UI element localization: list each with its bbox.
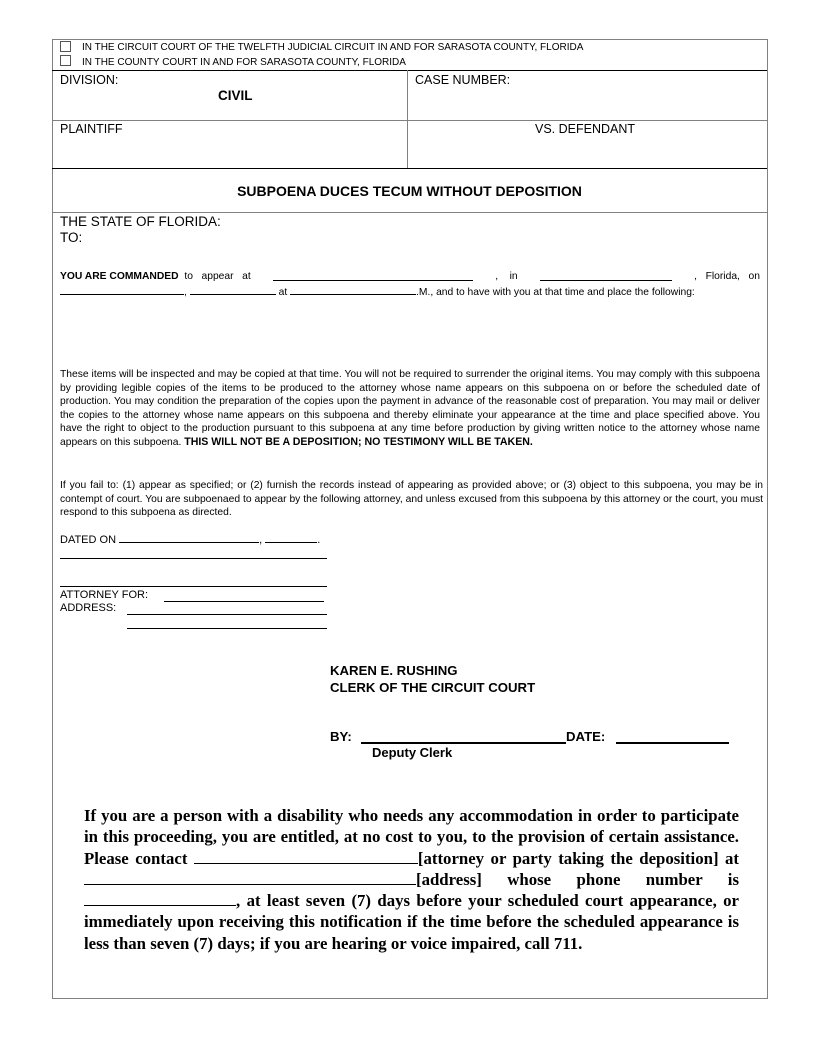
divider [52,168,767,169]
command-paragraph: YOU ARE COMMANDED to appear at , in , Florida, on , at .M., and to have with you at that time and place the following: [60,271,760,298]
ada-phone-blank[interactable] [84,891,236,906]
attorney-for-label: ATTORNEY FOR: [60,589,149,601]
county-court-checkbox[interactable] [60,55,71,66]
date-label: DATE: [566,729,606,744]
case-number-label: CASE NUMBER: [415,73,511,87]
address-line-2[interactable] [127,628,327,629]
dated-on-date-blank[interactable] [119,533,259,543]
defendant-field[interactable] [415,138,755,164]
commanded-lead: YOU ARE COMMANDED [60,271,179,282]
plaintiff-label: PLAINTIFF [60,122,123,136]
defendant-label: VS. DEFENDANT [535,122,636,136]
case-number-field[interactable] [415,90,755,114]
address-line-1[interactable] [127,614,327,615]
circuit-court-checkbox[interactable] [60,41,71,52]
plaintiff-field[interactable] [60,138,400,164]
failure-paragraph: If you fail to: (1) appear as specified; or (2) furnish the records instead of appearing as provided above; or (3) object to this subpoena, you may be in contempt of court. You are subpoenaed to appear by the following attorney, and unless excused from this subpoena by this attorney or the court, you must respond to this subpoena as directed. [60,480,763,519]
items-to-produce-field[interactable] [60,302,760,362]
address-label: ADDRESS: [60,602,117,614]
deputy-clerk-label: Deputy Clerk [372,745,453,760]
column-divider [407,70,408,168]
dated-on-label: DATED ON [60,534,117,546]
inspection-paragraph: These items will be inspected and may be copied at that time. You will not be required to surrender the original items. You may comply with this subpoena by providing legible copies of the items to be produced to the attorney whose name appears on this subpoena on or before the scheduled date of production. You may condition the preparation of the copies upon the payment in advance of the reasonable cost of preparation. You may mail or deliver the copies to the attorney whose name appears on this subpoena and thereby eliminate your appearance at the time and place specified above. You have the right to object to the production pursuant to this subpoena at any time before production by giving written notice to the attorney whose name appears on this subpoena. THIS WILL NOT BE A DEPOSITION; NO TESTIMONY WILL BE TAKEN. [60,369,760,448]
appear-date-blank[interactable] [60,284,184,295]
state-of-florida: THE STATE OF FLORIDA: [60,214,221,229]
ada-contact-blank[interactable] [194,849,418,864]
ada-address-blank[interactable] [84,870,416,885]
attorney-signature-line[interactable] [60,558,327,559]
circuit-court-label: IN THE CIRCUIT COURT OF THE TWELFTH JUDICIAL CIRCUIT IN AND FOR SARASOTA COUNTY, FLORIDA [82,42,584,53]
divider [52,70,767,71]
divider [52,212,767,213]
recipient-field[interactable] [90,230,750,246]
to-label: TO: [60,230,83,245]
attorney-for-line[interactable] [164,601,324,602]
appear-city-blank[interactable] [540,270,672,281]
division-label: DIVISION: [60,73,119,87]
clerk-date-line[interactable] [616,742,729,744]
clerk-name: KAREN E. RUSHING [330,663,458,678]
attorney-name-line[interactable] [60,586,327,587]
document-title: SUBPOENA DUCES TECUM WITHOUT DEPOSITION [237,183,582,199]
ada-notice: If you are a person with a disability who needs any accommodation in order to participate in this proceeding, you are entitled, at no cost to you, to the provision of certain assistance. Please contact [attorney or party taking the deposition] at [address] whose phone number is , at least seven (7) days before your scheduled court appearance, or immediately upon receiving this notification if the time before the scheduled appearance is less than seven (7) days; if you are hearing or voice impaired, call 711. [84,806,739,953]
deputy-clerk-signature-line[interactable] [361,742,566,744]
divider [52,120,767,121]
county-court-label: IN THE COUNTY COURT IN AND FOR SARASOTA COUNTY, FLORIDA [82,57,406,68]
command-tail: .M., and to have with you at that time and place the following: [416,287,695,298]
by-label: BY: [330,729,352,744]
appear-year-blank[interactable] [190,284,276,295]
dated-on-line: DATED ON , . [60,534,321,546]
division-value[interactable]: CIVIL [218,88,253,103]
appear-location-blank[interactable] [273,270,473,281]
clerk-title: CLERK OF THE CIRCUIT COURT [330,680,536,695]
dated-on-year-blank[interactable] [265,533,317,543]
appear-time-blank[interactable] [290,284,416,295]
